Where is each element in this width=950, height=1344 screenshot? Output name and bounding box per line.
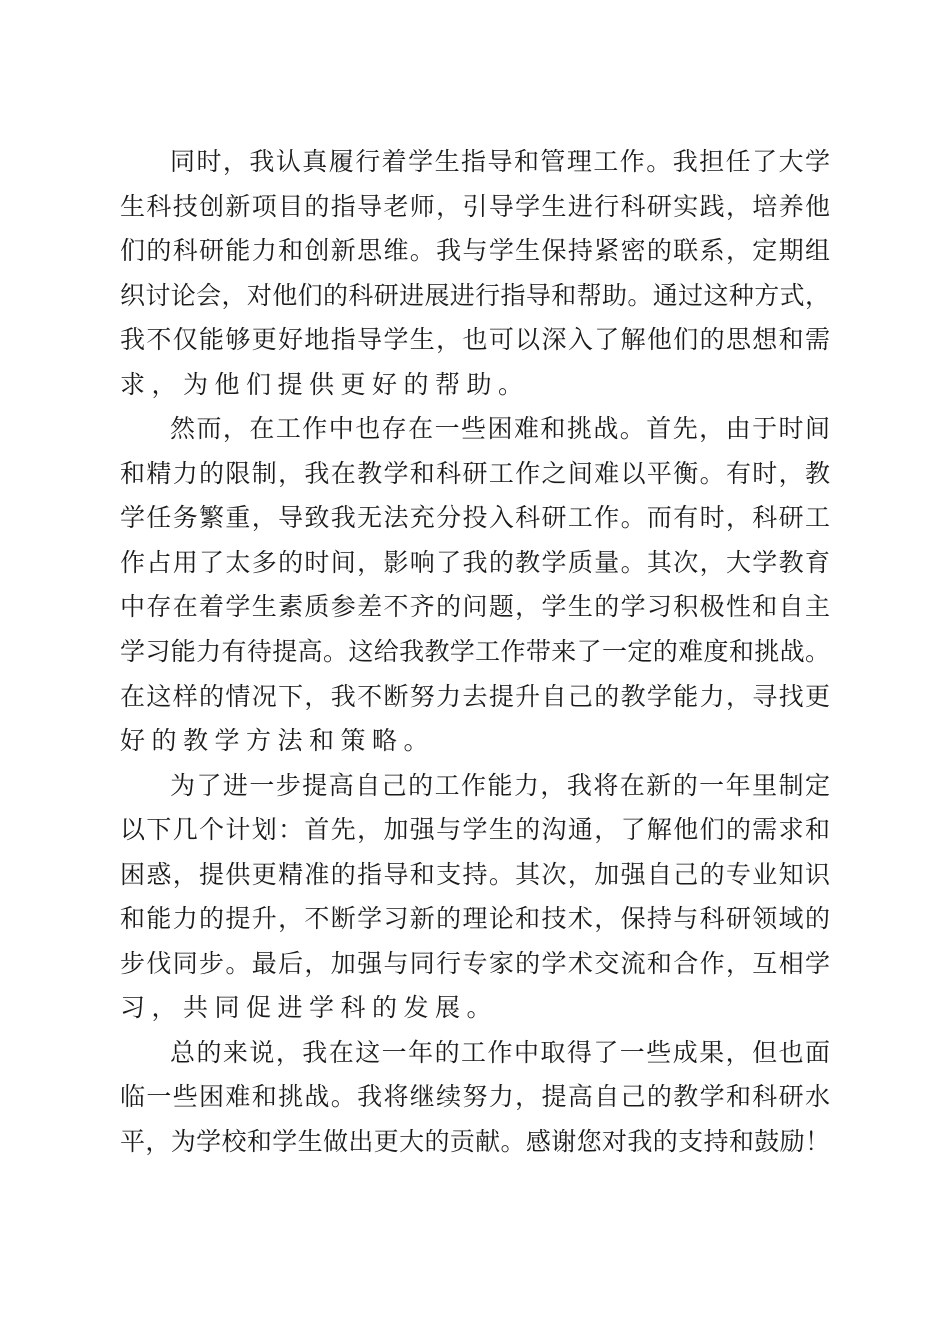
paragraph-3-line-6: 习，共同促进学科的发展。 (120, 993, 499, 1023)
paragraph-2-line-6: 学习能力有待提高。这给我教学工作带来了一定的难度和挑战。 (120, 637, 830, 667)
document-body (120, 140, 830, 1165)
paragraph-1-line-2: 生科技创新项目的指导老师，引导学生进行科研实践，培养他 (120, 191, 830, 221)
paragraph-3-line-3: 困惑，提供更精准的指导和支持。其次，加强自己的专业知识 (120, 859, 830, 889)
paragraph-2-line-4: 作占用了太多的时间，影响了我的教学质量。其次，大学教育 (120, 547, 830, 577)
paragraph-2-line-7: 在这样的情况下，我不断努力去提升自己的教学能力，寻找更 (120, 681, 830, 711)
paragraph-1-line-5: 我不仅能够更好地指导学生，也可以深入了解他们的思想和需 (120, 325, 830, 355)
paragraph-1-line-6: 求，为他们提供更好的帮助。 (120, 369, 530, 399)
paragraph-1-line-1: 同时，我认真履行着学生指导和管理工作。我担任了大学 (170, 147, 830, 176)
paragraph-2-line-8: 好的教学方法和策略。 (120, 726, 436, 756)
paragraph-3-line-5: 步伐同步。最后，加强与同行专家的学术交流和合作，互相学 (120, 948, 830, 978)
paragraph-4-line-2: 临一些困难和挑战。我将继续努力，提高自己的教学和科研水 (120, 1082, 830, 1112)
paragraph-2-line-2: 和精力的限制，我在教学和科研工作之间难以平衡。有时，教 (120, 458, 830, 488)
paragraph-4-line-1: 总的来说，我在这一年的工作中取得了一些成果，但也面 (170, 1037, 830, 1067)
paragraph-3-line-1: 为了进一步提高自己的工作能力，我将在新的一年里制定 (170, 770, 830, 800)
paragraph-1-line-4: 织讨论会，对他们的科研进展进行指导和帮助。通过这种方式， (120, 280, 830, 310)
paragraph-1-line-3: 们的科研能力和创新思维。我与学生保持紧密的联系，定期组 (120, 236, 830, 266)
paragraph-2-line-1: 然而，在工作中也存在一些困难和挑战。首先，由于时间 (170, 414, 830, 444)
paragraph-4-line-3: 平，为学校和学生做出更大的贡献。感谢您对我的支持和鼓励！ (120, 1127, 830, 1157)
paragraph-2-line-5: 中存在着学生素质参差不齐的问题，学生的学习积极性和自主 (120, 592, 830, 622)
paragraph-3-line-2: 以下几个计划：首先，加强与学生的沟通，了解他们的需求和 (120, 815, 830, 845)
paragraph-2-line-3: 学任务繁重，导致我无法充分投入科研工作。而有时，科研工 (120, 503, 830, 533)
paragraph-3-line-4: 和能力的提升，不断学习新的理论和技术，保持与科研领域的 (120, 904, 830, 934)
